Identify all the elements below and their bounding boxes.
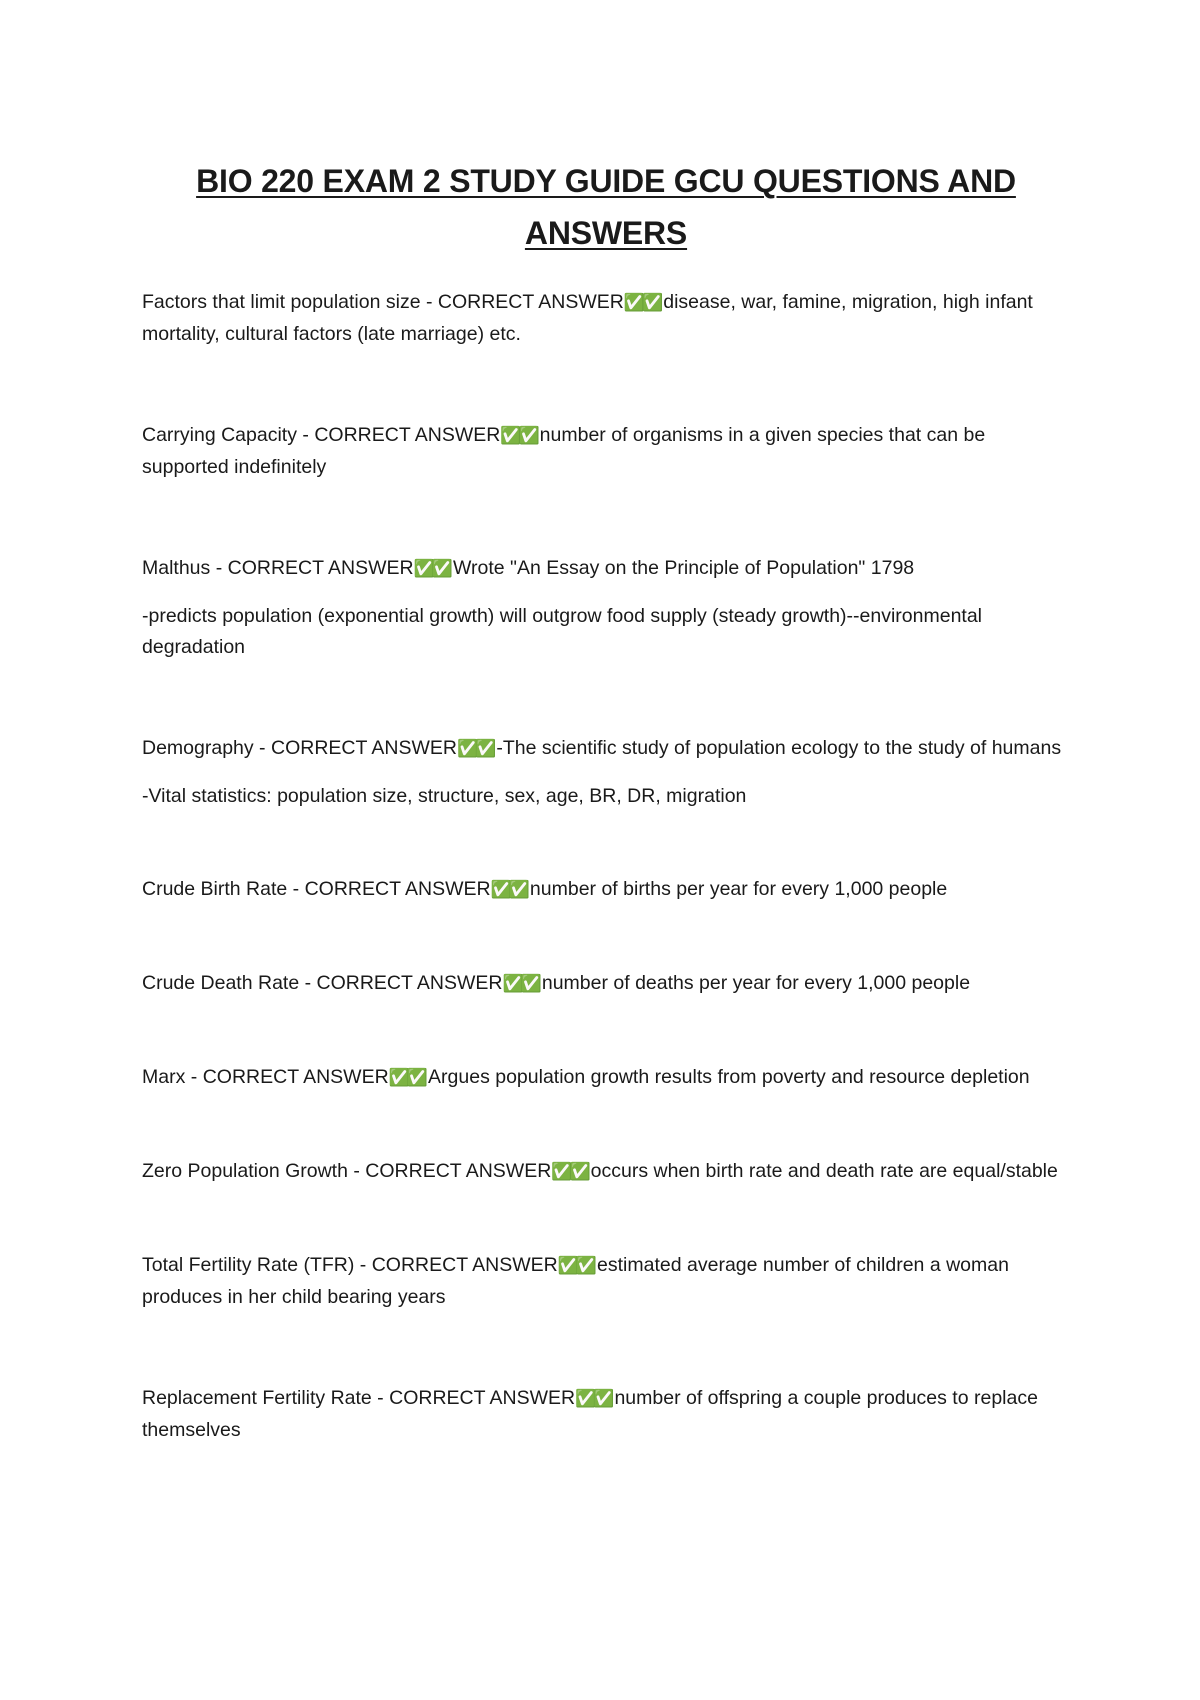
answer-marker: CORRECT ANSWER — [227, 557, 414, 579]
qa-list — [142, 287, 1070, 1446]
qa-line: Factors that limit population size - CORRECT ANSWER✅✅ disease, war, famine, migration, high infant mortality, cultural factors (late marriage) etc. — [142, 291, 1033, 345]
answer-marker: CORRECT ANSWER — [316, 972, 503, 994]
qa-entry — [142, 287, 1070, 350]
qa-entry — [142, 874, 1070, 906]
document-title — [142, 155, 1070, 259]
check-icon: ✅✅ — [388, 1068, 426, 1088]
qa-line: Total Fertility Rate (TFR) - CORRECT ANSWER✅✅ estimated average number of children a woman produces in her child bearing years — [142, 1254, 1009, 1308]
qa-term: Carrying Capacity — [142, 424, 297, 446]
qa-entry — [142, 1383, 1070, 1446]
qa-line: Malthus - CORRECT ANSWER✅✅ Wrote "An Essay on the Principle of Population" 1798 — [142, 557, 915, 579]
qa-line: Marx - CORRECT ANSWER✅✅ Argues population growth results from poverty and resource depletion — [142, 1066, 1030, 1088]
check-icon: ✅✅ — [557, 1256, 595, 1276]
title-line-2: ANSWERS — [524, 215, 688, 251]
check-icon: ✅✅ — [490, 880, 527, 900]
qa-extra-line: -predicts population (exponential growth) will outgrow food supply (steady growth)--environmental degradation — [142, 605, 983, 658]
answer-marker: CORRECT ANSWER — [304, 878, 491, 900]
answer-marker: CORRECT ANSWER — [389, 1387, 576, 1409]
answer-marker: CORRECT ANSWER — [437, 291, 624, 313]
qa-term: Total Fertility Rate (TFR) — [142, 1254, 355, 1276]
qa-entry — [142, 733, 1070, 812]
qa-answer: occurs when birth rate and death rate are equal/stable — [590, 1160, 1058, 1182]
qa-answer: number of births per year for every 1,000 people — [529, 878, 948, 900]
qa-answer: Argues population growth results from poverty and resource depletion — [428, 1066, 1030, 1088]
qa-term: Factors that limit population size — [142, 291, 421, 313]
check-icon: ✅✅ — [502, 974, 539, 994]
qa-line: Crude Birth Rate - CORRECT ANSWER✅✅ number of births per year for every 1,000 people — [142, 878, 948, 900]
qa-line: Carrying Capacity - CORRECT ANSWER✅✅ number of organisms in a given species that can be supported indefinitely — [142, 424, 986, 478]
answer-marker: CORRECT ANSWER — [270, 737, 457, 759]
answer-marker: CORRECT ANSWER — [202, 1066, 389, 1088]
qa-term: Crude Birth Rate — [142, 878, 288, 900]
check-icon: ✅✅ — [623, 293, 661, 313]
qa-answer: number of organisms in a given species that can be supported indefinitely — [142, 424, 986, 478]
qa-term: Zero Population Growth — [142, 1160, 348, 1182]
qa-answer: disease, war, famine, migration, high infant mortality, cultural factors (late marriage) etc. — [142, 291, 1033, 345]
qa-answer: number of offspring a couple produces to replace themselves — [142, 1387, 1038, 1441]
qa-entry — [142, 553, 1070, 663]
check-icon: ✅✅ — [551, 1162, 588, 1182]
qa-term: Malthus — [142, 557, 211, 579]
qa-entry — [142, 420, 1070, 483]
check-icon: ✅✅ — [500, 426, 537, 446]
check-icon: ✅✅ — [413, 559, 450, 579]
qa-line: Demography - CORRECT ANSWER✅✅ -The scientific study of population ecology to the study of humans — [142, 737, 1062, 759]
qa-answer: number of deaths per year for every 1,000 people — [541, 972, 971, 994]
qa-term: Replacement Fertility Rate — [142, 1387, 372, 1409]
qa-line: Crude Death Rate - CORRECT ANSWER✅✅ number of deaths per year for every 1,000 people — [142, 972, 971, 994]
qa-extra-line: -Vital statistics: population size, structure, sex, age, BR, DR, migration — [142, 785, 747, 807]
answer-marker: CORRECT ANSWER — [365, 1160, 552, 1182]
qa-line: Zero Population Growth - CORRECT ANSWER✅✅ occurs when birth rate and death rate are equal/stable — [142, 1160, 1058, 1182]
answer-marker: CORRECT ANSWER — [314, 424, 501, 446]
qa-entry — [142, 1250, 1070, 1313]
qa-answer: estimated average number of children a woman produces in her child bearing years — [142, 1254, 1009, 1308]
check-icon: ✅✅ — [575, 1389, 612, 1409]
answer-marker: CORRECT ANSWER — [371, 1254, 558, 1276]
qa-entry — [142, 1062, 1070, 1094]
title-line-1: BIO 220 EXAM 2 STUDY GUIDE GCU QUESTIONS AND — [196, 163, 1016, 199]
qa-term: Marx — [142, 1066, 186, 1088]
qa-term: Demography — [142, 737, 254, 759]
qa-answer: -The scientific study of population ecology to the study of humans — [496, 737, 1062, 759]
qa-entry — [142, 968, 1070, 1000]
qa-line: Replacement Fertility Rate - CORRECT ANSWER✅✅ number of offspring a couple produces to replace themselves — [142, 1387, 1038, 1441]
check-icon: ✅✅ — [456, 739, 494, 759]
qa-entry — [142, 1156, 1070, 1188]
qa-term: Crude Death Rate — [142, 972, 300, 994]
qa-answer: Wrote "An Essay on the Principle of Population" 1798 — [452, 557, 915, 579]
